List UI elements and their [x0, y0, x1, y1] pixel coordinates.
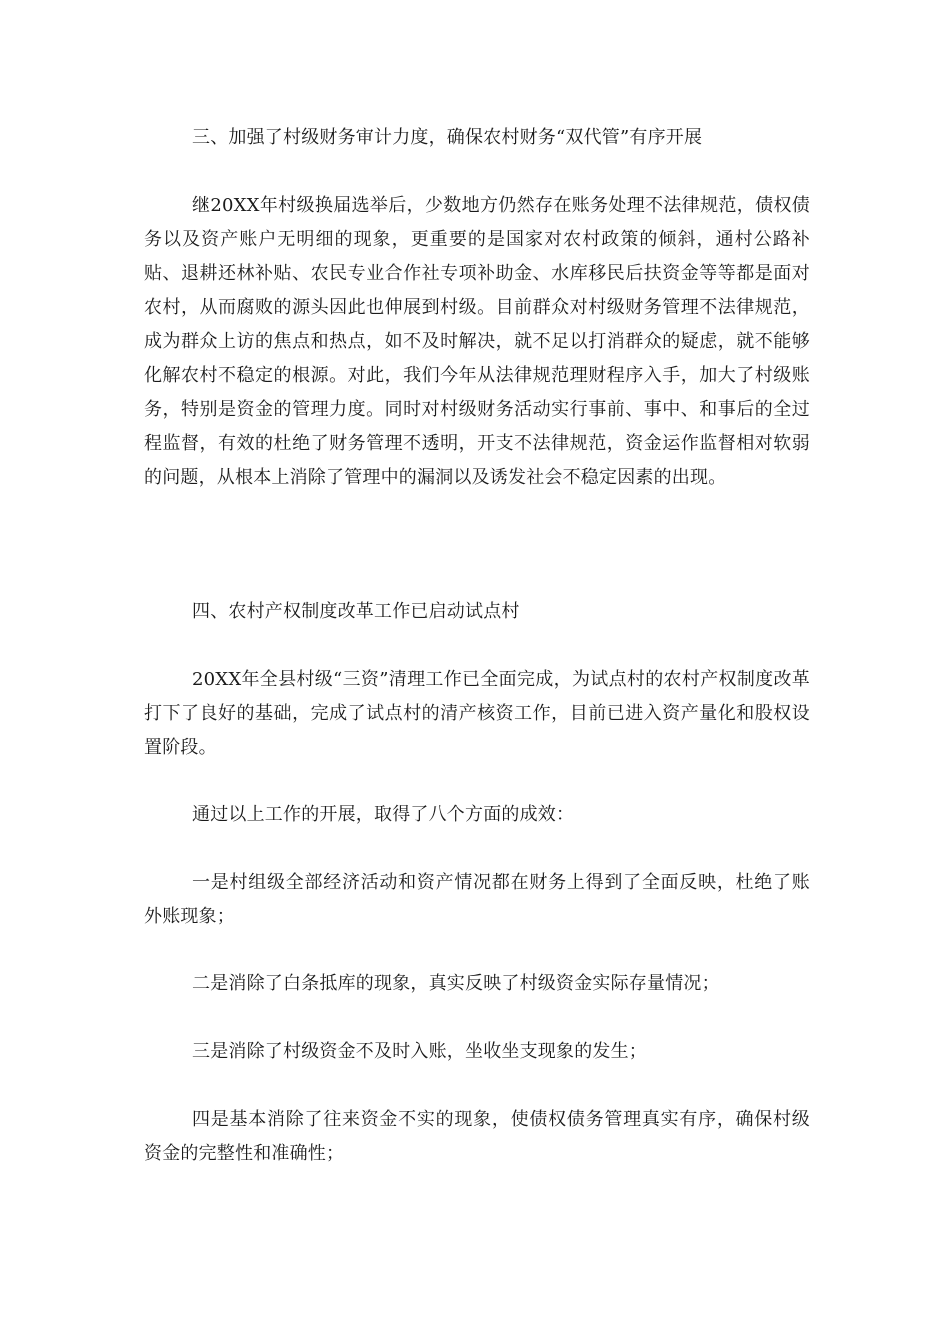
result-item-four: 四是基本消除了往来资金不实的现象，使债权债务管理真实有序，确保村级资金的完整性和准确性； — [144, 1109, 810, 1164]
body-paragraph-results-intro: 通过以上工作的开展，取得了八个方面的成效： — [192, 804, 575, 825]
result-item-one: 一是村组级全部经济活动和资产情况都在财务上得到了全面反映，杜绝了账外账现象； — [144, 872, 810, 927]
body-paragraph-audit: 继20XX年村级换届选举后，少数地方仍然存在账务处理不法律规范，债权债务以及资产账户无明细的现象，更重要的是国家对农村政策的倾斜，通村公路补贴、退耕还林补贴、农民专业合作社专项补助金、水库移民后扶资金等等都是面对农村，从而腐败的源头因此也伸展到村级。目前群众对村级财务管理不法律规范，成为群众上访的焦点和热点，如不及时解决，就不足以打消群众的疑虑，就不能够化解农村不稳定的根源。对此，我们今年从法律规范理财程序入手，加大了村级账务，特别是资金的管理力度。同时对村级财务活动实行事前、事中、和事后的全过程监督，有效的杜绝了财务管理不透明，开支不法律规范，资金运作监督相对软弱的问题，从根本上消除了管理中的漏洞以及诱发社会不稳定因素的出现。 — [144, 195, 810, 488]
section-heading-four: 四、农村产权制度改革工作已启动试点村 — [192, 601, 520, 622]
section-heading-three: 三、加强了村级财务审计力度，确保农村财务“双代管”有序开展 — [192, 127, 703, 148]
result-item-two: 二是消除了白条抵库的现象，真实反映了村级资金实际存量情况； — [192, 973, 720, 994]
body-paragraph-reform: 20XX年全县村级“三资”清理工作已全面完成，为试点村的农村产权制度改革打下了良好的基础，完成了试点村的清产核资工作，目前已进入资产量化和股权设置阶段。 — [144, 669, 810, 758]
result-item-three: 三是消除了村级资金不及时入账，坐收坐支现象的发生； — [192, 1041, 647, 1062]
